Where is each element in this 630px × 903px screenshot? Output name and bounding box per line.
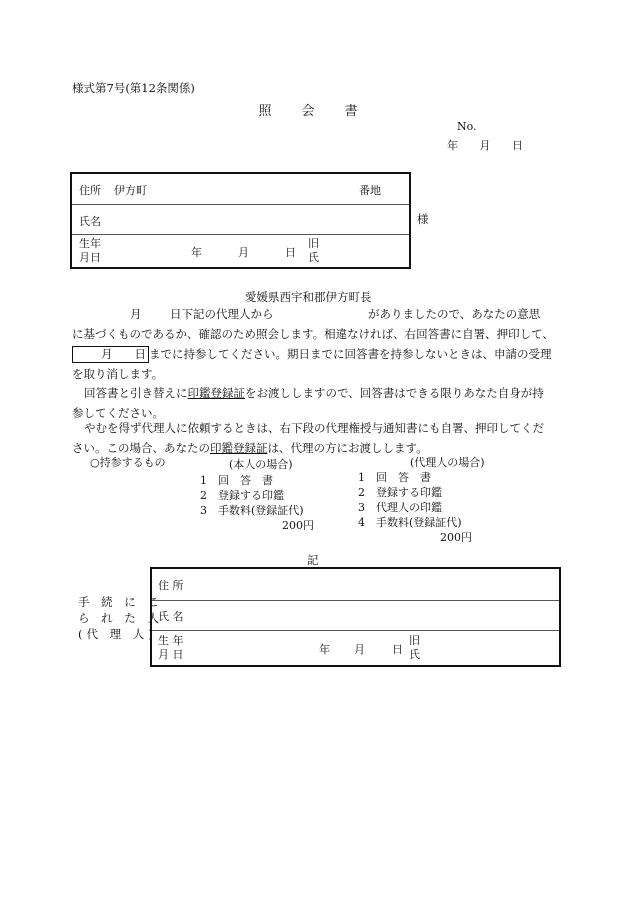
month-label: 月 (238, 246, 249, 259)
agent-day-label: 日 (392, 643, 403, 656)
issue-date: 年 月 日 (447, 139, 523, 152)
self-case-heading: (本人の場合) (229, 458, 293, 471)
banchi-label: 番地 (359, 184, 381, 197)
p2-line2: 参してください。 (72, 406, 164, 420)
year-label: 年 (191, 246, 202, 259)
agent-side-label: 手 続 に こ ら れ た 人 (代 理 人) (78, 595, 163, 641)
birth-label-2: 月日 (79, 251, 101, 264)
address-label: 住所 (79, 184, 101, 197)
agent-birth-label-1: 生 年 (158, 634, 184, 647)
agent-item: 1 回 答 書 (358, 471, 431, 484)
day-label: 日 (285, 246, 296, 259)
document-number-label: No. (457, 120, 477, 133)
registration-card-term: 印鑑登録証 (187, 386, 245, 400)
agent-birth-label-2: 月 日 (158, 648, 184, 661)
agent-items-list (358, 470, 472, 545)
self-item: 3 手数料(登録証代) (200, 504, 304, 517)
applicant-info-box (70, 172, 411, 269)
agent-fee: 200円 (440, 531, 472, 544)
former-surname-label-1: 旧 (308, 237, 319, 250)
paragraph-3: やむを得ず代理人に依頼するときは、右下段の代理権授与通知書にも自署、押印してくだ さい。この場合、あなたの印鑑登録証は、代理の方にお渡しします。 (72, 418, 552, 458)
p1-line1-b: 日下記の代理人から (170, 307, 274, 321)
self-items-list (200, 473, 314, 533)
agent-month-label: 月 (354, 643, 365, 656)
agent-address-row (152, 569, 559, 601)
p1-line3: までに持参してください。期日までに回答書を持参しないときは、申請の受理 (149, 347, 552, 361)
agent-former-surname-1: 旧 (409, 634, 420, 647)
p1-line2: に基づくものであるか、確認のため照会します。相違なければ、右回答書に自署、押印して、 (72, 327, 554, 341)
p1-month: 月 (130, 307, 142, 321)
town-name: 伊方町 (114, 184, 147, 197)
registration-card-term-2: 印鑑登録証 (210, 441, 268, 455)
page-title: 照会書 (258, 104, 388, 119)
form-number: 様式第7号(第12条関係) (72, 81, 195, 95)
ki-label: 記 (307, 553, 319, 567)
agent-name-label: 氏 名 (158, 610, 184, 623)
p1-line4: を取り消します。 (72, 367, 164, 381)
birth-label-1: 生年 (79, 237, 101, 250)
agent-birthdate-row (152, 631, 559, 665)
agent-case-heading: (代理人の場合) (410, 456, 485, 469)
self-item: 2 登録する印鑑 (200, 489, 284, 502)
honorific: 様 (417, 212, 429, 226)
agent-address-label: 住 所 (158, 579, 184, 592)
agent-name-row (152, 601, 559, 631)
p3-line1: やむを得ず代理人に依頼するときは、右下段の代理権授与通知書にも自署、押印してくだ (84, 421, 544, 435)
former-surname-label-2: 氏 (308, 251, 319, 264)
paragraph-1 (72, 304, 552, 384)
agent-former-surname-2: 氏 (409, 648, 420, 661)
agent-year-label: 年 (319, 643, 330, 656)
address-row (72, 174, 409, 205)
items-heading: ○持参するもの (90, 456, 166, 469)
agent-item: 3 代理人の印鑑 (358, 501, 442, 514)
p1-line1-c: がありましたので、あなたの意思 (368, 307, 541, 321)
paragraph-2: 回答書と引き替えに印鑑登録証をお渡ししますので、回答書はできる限りあなた自身が持 参してください。 (72, 383, 552, 423)
agent-item: 4 手数料(登録証代) (358, 516, 462, 529)
name-label: 氏名 (79, 215, 101, 228)
issuer-name: 愛媛県西宇和郡伊方町長 (245, 290, 372, 304)
agent-info-box (150, 567, 561, 667)
name-row (72, 205, 409, 235)
self-item: 1 回 答 書 (200, 474, 273, 487)
deadline-box: 月 日 (72, 346, 149, 363)
self-fee: 200円 (282, 519, 314, 532)
birthdate-row (72, 235, 409, 267)
agent-item: 2 登録する印鑑 (358, 486, 442, 499)
